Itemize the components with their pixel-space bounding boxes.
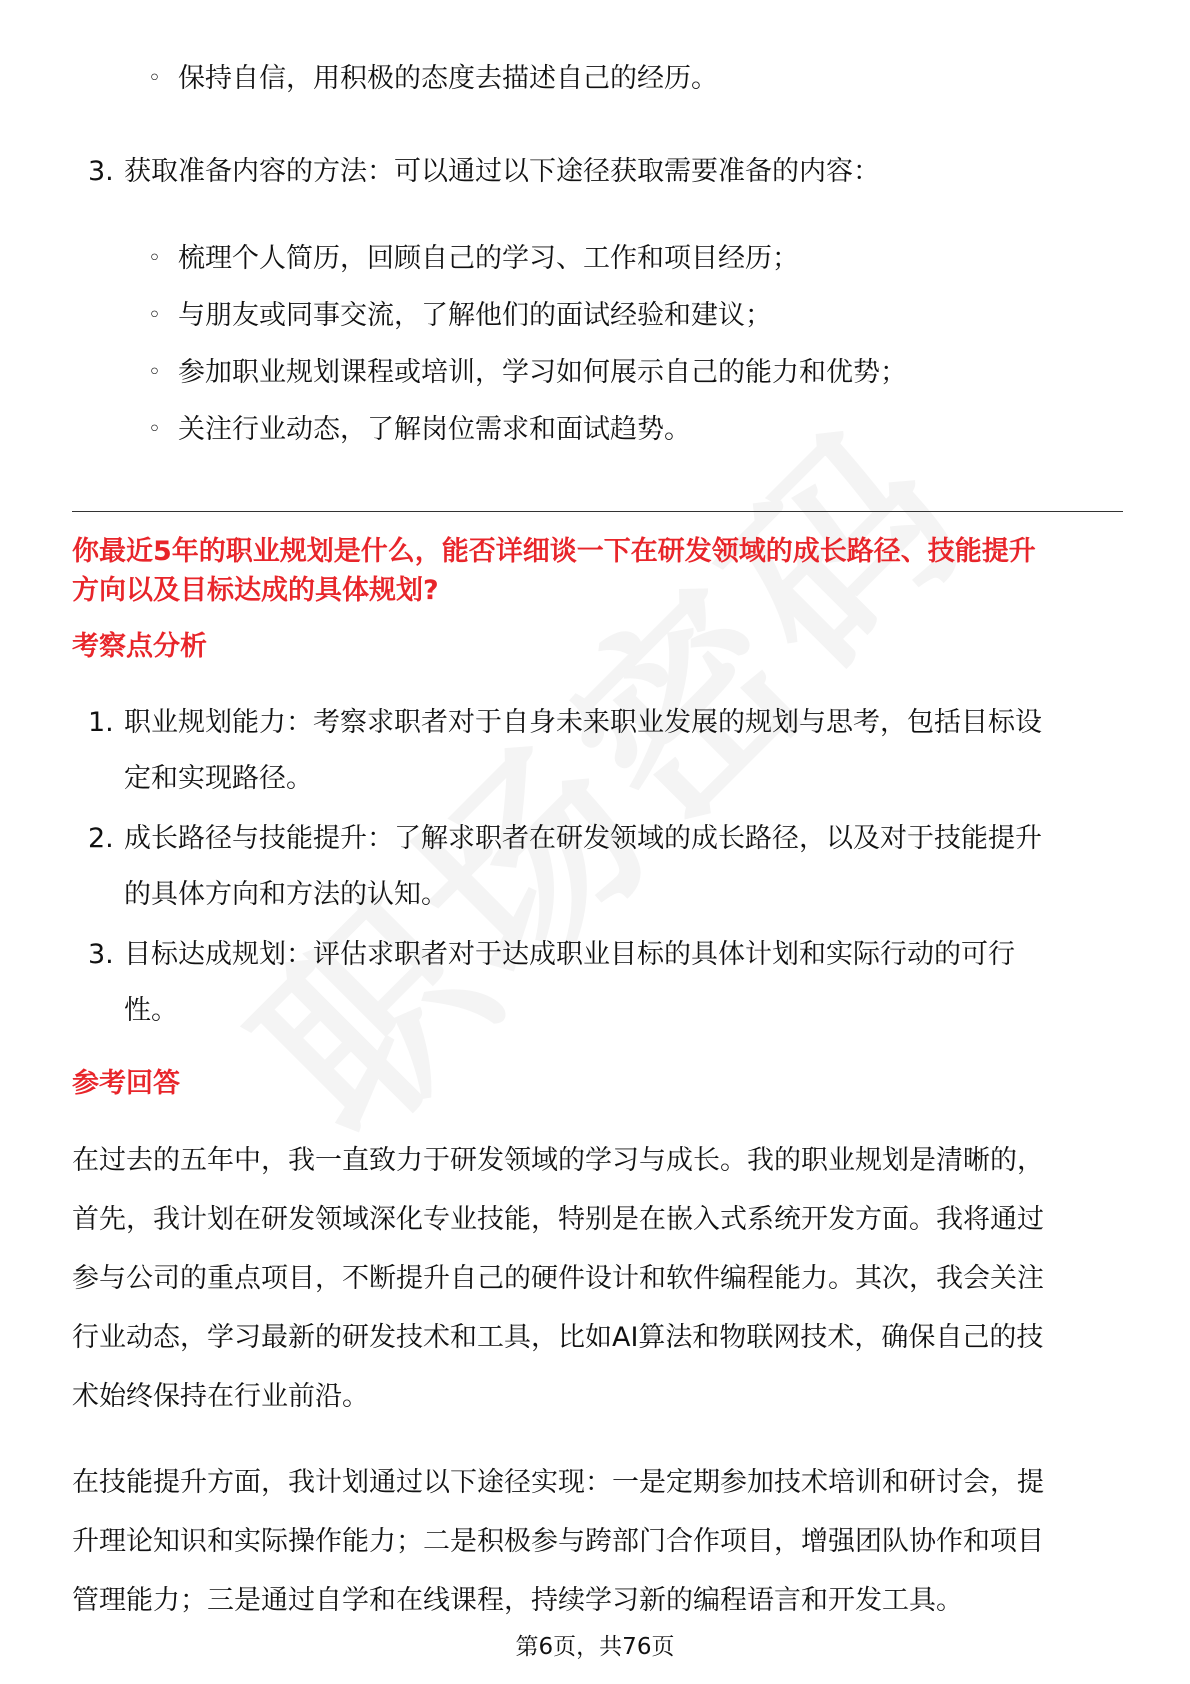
section-divider (72, 511, 1123, 512)
bullet-dot-icon: ◦ (148, 66, 161, 91)
answer-para2-line: 在技能提升方面，我计划通过以下途径实现：一是定期参加技术培训和研讨会，提 (72, 1467, 1044, 1498)
analysis-item-2-line-1: 成长路径与技能提升：了解求职者在研发领域的成长路径，以及对于技能提升 (124, 823, 1042, 854)
answer-para1-line: 在过去的五年中，我一直致力于研发领域的学习与成长。我的职业规划是清晰的， (72, 1145, 1044, 1176)
list-item: 关注行业动态，了解岗位需求和面试趋势。 (178, 414, 691, 445)
list-number: 1. (88, 707, 114, 738)
list-number: 3. (88, 156, 114, 187)
bullet-dot-icon: ◦ (148, 360, 161, 385)
bullet-dot-icon: ◦ (148, 417, 161, 442)
answer-heading: 参考回答 (72, 1068, 180, 1099)
list-item: 参加职业规划课程或培训，学习如何展示自己的能力和优势； (178, 357, 907, 388)
question-line-1: 你最近5年的职业规划是什么，能否详细谈一下在研发领域的成长路径、技能提升 (72, 536, 1036, 567)
answer-para1-line: 术始终保持在行业前沿。 (72, 1381, 369, 1412)
analysis-item-1-line-1: 职业规划能力：考察求职者对于自身未来职业发展的规划与思考，包括目标设 (124, 707, 1042, 738)
list-number: 2. (88, 823, 114, 854)
answer-para1-line: 行业动态，学习最新的研发技术和工具，比如AI算法和物联网技术，确保自己的技 (72, 1322, 1044, 1353)
list-number: 3. (88, 939, 114, 970)
page-footer: 第6页，共76页 (515, 1634, 675, 1660)
analysis-heading: 考察点分析 (72, 631, 207, 662)
analysis-item-1-line-2: 定和实现路径。 (124, 763, 313, 794)
question-line-2: 方向以及目标达成的具体规划? (72, 575, 439, 606)
analysis-item-3-line-2: 性。 (124, 995, 178, 1026)
answer-para1-line: 参与公司的重点项目，不断提升自己的硬件设计和软件编程能力。其次，我会关注 (72, 1263, 1044, 1294)
answer-para2-line: 管理能力；三是通过自学和在线课程，持续学习新的编程语言和开发工具。 (72, 1585, 963, 1616)
analysis-item-3-line-1: 目标达成规划：评估求职者对于达成职业目标的具体计划和实际行动的可行 (124, 939, 1015, 970)
analysis-item-2-line-2: 的具体方向和方法的认知。 (124, 879, 448, 910)
list-item: 梳理个人简历，回顾自己的学习、工作和项目经历； (178, 243, 799, 274)
answer-para1-line: 首先，我计划在研发领域深化专业技能，特别是在嵌入式系统开发方面。我将通过 (72, 1204, 1044, 1235)
bullet-dot-icon: ◦ (148, 246, 161, 271)
item3-text: 获取准备内容的方法：可以通过以下途径获取需要准备的内容： (124, 156, 880, 187)
list-item: 与朋友或同事交流，了解他们的面试经验和建议； (178, 300, 772, 331)
answer-para2-line: 升理论知识和实际操作能力；二是积极参与跨部门合作项目，增强团队协作和项目 (72, 1526, 1044, 1557)
bullet-dot-icon: ◦ (148, 303, 161, 328)
top-bullet-text: 保持自信，用积极的态度去描述自己的经历。 (178, 63, 718, 94)
